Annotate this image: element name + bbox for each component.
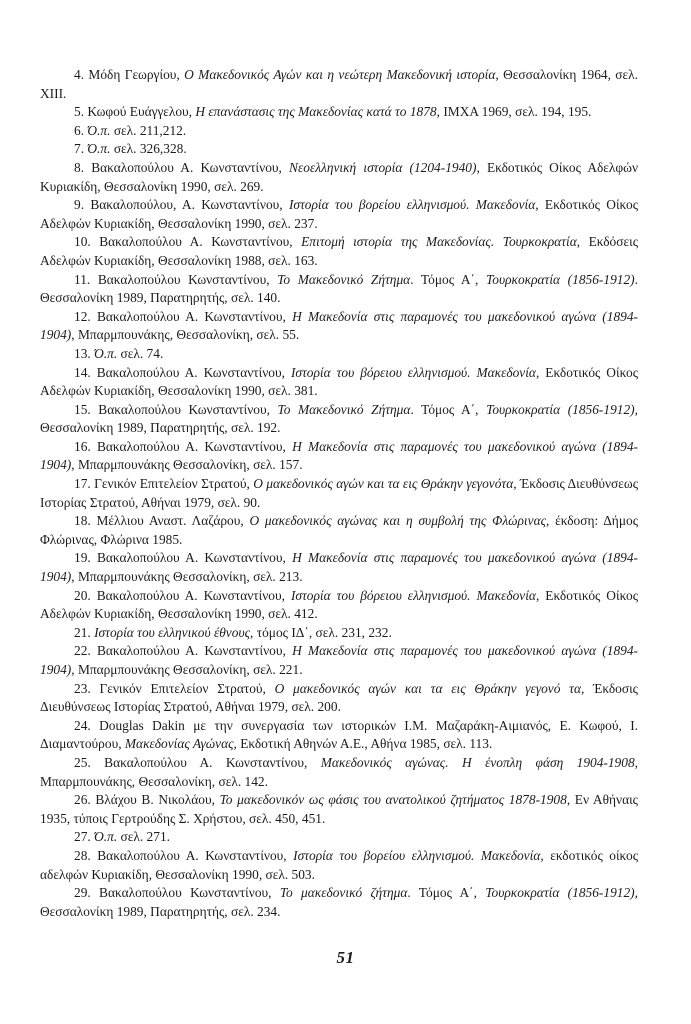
footnote-title-text: Ιστορία του βορείου ελληνισμού. Μακεδονία — [288, 197, 536, 213]
footnote-text: , εκδοτικός οίκος αδελφών Κυριακίδη, Θεσσαλονίκη 1990, σελ. 503. — [40, 847, 639, 882]
footnote-text: σελ. 271. — [117, 829, 170, 845]
footnote — [40, 364, 638, 401]
footnote-text: , Μπαρμπουνάκης, Θεσσαλονίκη, σελ. 142. — [40, 754, 639, 789]
footnote-text: 7. — [74, 141, 88, 157]
footnote-text: 19. Βακαλοπούλου Α. Κωνσταντίνου, — [74, 550, 293, 566]
footnote-text: 4. Μόδη Γεωργίου, — [74, 67, 185, 82]
footnote-text: 5. Κωφού Ευάγγελου, — [74, 104, 196, 120]
footnote — [40, 438, 638, 475]
footnote — [40, 680, 638, 717]
footnote-text: 25. Βακαλοπούλου Α. Κωνσταντίνου, — [74, 754, 321, 770]
footnote-title-text: Μακεδονικός αγώνας. Η ένοπλη φάση 1904-1908 — [320, 754, 635, 770]
footnote-text: 27. — [74, 829, 95, 845]
footnote — [40, 587, 638, 624]
footnote-text: , Θεσσαλονίκη 1964, σελ. XIII. — [40, 67, 638, 101]
footnote-text: 22. Βακαλοπούλου Α. Κωνσταντίνου, — [74, 643, 293, 659]
footnote — [40, 791, 638, 828]
footnote-text: , Έκδοσις Διευθύνσεως Ιστορίας Στρατού, Αθήναι 1979, σελ. 90. — [40, 476, 639, 510]
footnote-title-text: Μακεδονίας Αγώνας — [124, 736, 234, 752]
footnote-title-text: Το μακεδονικόν ως φάσις του ανατολικού ζητήματος 1878-1908 — [219, 792, 567, 808]
footnote — [40, 828, 638, 847]
footnote-text: 26. Βλάχου Β. Νικολάου, — [74, 792, 220, 808]
footnote-text: σελ. 326,328. — [110, 141, 187, 157]
footnote-title-text: Ο μακεδονικός αγώνας και η συμβολή της Φλώρινας — [249, 513, 547, 529]
footnote-title-text: Η επανάστασις της Μακεδονίας κατά το 1878 — [195, 104, 437, 120]
footnote-title-text: Τουρκοκρατία (1856-1912) — [486, 401, 635, 417]
footnote-text: , Θεσσαλονίκη 1989, Παρατηρητής, σελ. 192. — [40, 401, 638, 436]
footnote — [40, 475, 638, 512]
footnote-text: 21. — [74, 624, 95, 640]
footnote-title-text: Η Μακεδονία στις παραμονές του μακεδονικού αγώνα (1894-1904) — [40, 308, 638, 343]
footnote-title-text: Ό.π. — [87, 122, 111, 138]
footnote — [40, 549, 638, 586]
footnote-title-text: Ο Μακεδονικός Αγών και η νεώτερη Μακεδονική ιστορία — [184, 67, 496, 82]
footnote-title-text: Τουρκοκρατία (1856-1912) — [486, 271, 635, 287]
footnote-text: 6. — [74, 122, 88, 138]
footnote-text: , Εν Αθήναις 1935, τύποις Γερτρούδης Σ. Χρήστου, σελ. 450, 451. — [40, 792, 638, 826]
footnote-text: , Μπαρμπουνάκης, Θεσσαλονίκη, σελ. 55. — [71, 327, 300, 343]
footnote-text: , Εκδοτικός Οίκος Αδελφών Κυριακίδη, Θεσσαλονίκη 1990, σελ. 412. — [40, 587, 639, 622]
footnote — [40, 624, 638, 643]
footnote-title-text: Τουρκοκρατία (1856-1912) — [485, 885, 635, 901]
footnote-text: . Θεσσαλονίκη 1989, Παρατηρητής, σελ. 140. — [40, 271, 638, 306]
footnote-text: 9. Βακαλοπούλου, Α. Κωνσταντίνου, — [74, 197, 289, 213]
footnote — [40, 754, 638, 791]
footnote — [40, 122, 638, 141]
footnote-title-text: Το μακεδονικό ζήτημα — [279, 885, 408, 901]
footnote-text: . Τόμος Α΄, — [407, 885, 486, 901]
footnote-text: , Θεσσαλονίκη 1989, Παρατηρητής, σελ. 234. — [40, 885, 638, 919]
footnote-title-text: Το Μακεδονικό Ζήτημα — [277, 271, 411, 287]
footnote-text: 14. Βακαλοπούλου Α. Κωνσταντίνου, — [74, 364, 291, 380]
footnote-title-text: Η Μακεδονία στις παραμονές του μακεδονικού αγώνα (1894-1904) — [40, 643, 638, 677]
footnote — [40, 159, 638, 196]
footnote-text: σελ. 74. — [117, 345, 164, 361]
footnote-text: , έκδοση: Δήμος Φλώρινας, Φλώρινα 1985. — [40, 513, 638, 547]
footnote-text: 18. Μέλλιου Αναστ. Λαζάρου, — [74, 513, 250, 529]
page-number: 51 — [336, 948, 355, 967]
footnote-text: , Μπαρμπουνάκης Θεσσαλονίκη, σελ. 221. — [71, 662, 303, 677]
footnote-text: , Εκδοτικός Οίκος Αδελφών Κυριακίδη, Θεσσαλονίκη 1990, σελ. 381. — [40, 364, 639, 399]
footnote — [40, 642, 638, 679]
footnote-text: 24. Douglas Dakin με την συνεργασία των ιστορικών Ι.Μ. Μαζαράκη-Αιμιανός, Ε. Κωφού, Ι. Διαμαντούρου, — [40, 717, 638, 752]
footnote-title-text: Νεοελληνική ιστορία (1204-1940) — [289, 159, 477, 175]
footnote — [40, 66, 638, 103]
footnote — [40, 717, 638, 754]
footnote-text: . Τόμος Α΄, — [410, 401, 487, 417]
footnote-text: 12. Βακαλοπούλου Α. Κωνσταντίνου, — [74, 308, 293, 324]
footnote-title-text: Η Μακεδονία στις παραμονές του μακεδονικού αγώνα (1894-1904) — [40, 550, 638, 585]
footnote-text: 29. Βακαλοπούλου Κωνσταντίνου, — [74, 885, 280, 901]
footnote-text: 13. — [74, 345, 95, 361]
footnote-text: 16. Βακαλοπούλου Α. Κωνσταντίνου, — [74, 438, 293, 454]
footnote-text: , Εκδοτική Αθηνών Α.Ε., Αθήνα 1985, σελ. 113. — [233, 736, 493, 752]
footnote-text: , Μπαρμπουνάκης Θεσσαλονίκη, σελ. 213. — [71, 569, 303, 585]
footnote-title-text: Ό.π. — [94, 345, 118, 361]
footnote — [40, 140, 638, 159]
footnote-title-text: Η Μακεδονία στις παραμονές του μακεδονικού αγώνα (1894-1904) — [40, 438, 638, 473]
footnote-text: σελ. 211,212. — [110, 122, 187, 138]
footnote-title-text: Ιστορία του βόρειου ελληνισμού. Μακεδονία — [290, 587, 536, 603]
footnote-text: , Εκδοτικός Οίκος Αδελφών Κυριακίδη, Θεσσαλονίκη 1990, σελ. 237. — [40, 197, 639, 231]
footnotes-list — [40, 66, 638, 921]
footnote-title-text: Το Μακεδονικό Ζήτημα — [277, 401, 411, 417]
footnote-title-text: Ιστορία του ελληνικού έθνους — [94, 624, 251, 640]
footnote — [40, 196, 638, 233]
footnote-title-text: Ιστορία του βορείου ελληνισμού. Μακεδονία — [293, 847, 541, 863]
footnote-text: , Μπαρμπουνάκης Θεσσαλονίκη, σελ. 157. — [71, 457, 303, 473]
footnote-text: 17. Γενικόν Επιτελείον Στρατού, — [74, 476, 254, 492]
footnote-text: 28. Βακαλοπούλου Α. Κωνσταντίνου, — [74, 847, 294, 863]
footnote — [40, 512, 638, 549]
footnote-text: 20. Βακαλοπούλου Α. Κωνσταντίνου, — [74, 587, 291, 603]
footnote-text: , τόμος ΙΔ΄, σελ. 231, 232. — [250, 624, 392, 640]
footnote — [40, 847, 638, 884]
footnote-text: , Έκδοσις Διευθύνσεως Ιστορίας Στρατού, Αθήναι 1979, σελ. 200. — [40, 680, 638, 715]
footnote-title-text: Ιστορία του βόρειου ελληνισμού. Μακεδονία — [290, 364, 536, 380]
footnote-text: 15. Βακαλοπούλου Κωνσταντίνου, — [74, 401, 278, 417]
footnote-text: , Εκδοτικός Οίκος Αδελφών Κυριακίδη, Θεσσαλονίκη 1990, σελ. 269. — [40, 159, 639, 194]
footnote-text: , ΙΜΧΑ 1969, σελ. 194, 195. — [436, 104, 592, 120]
footnote-title-text: Ό.π. — [94, 829, 118, 845]
footnote-title-text: Ό.π. — [87, 141, 111, 157]
footnote-title-text: Ο μακεδονικός αγών και τα εις Θράκην γεγονό τα — [274, 680, 582, 696]
footnote-text: 23. Γενικόν Επιτελείον Στρατού, — [74, 680, 275, 696]
footnote-text: . Τόμος Α΄, — [410, 271, 487, 287]
footnote-text: , Εκδόσεις Αδελφών Κυριακίδη, Θεσσαλονίκη 1988, σελ. 163. — [40, 234, 638, 268]
footnote-title-text: Ο μακεδονικός αγών και τα εις Θράκην γεγονότα — [253, 476, 514, 492]
footnote-text: 8. Βακαλοπούλου Α. Κωνσταντίνου, — [74, 159, 290, 175]
footnote-text: 10. Βακαλοπούλου Α. Κωνσταντίνου, — [74, 234, 302, 250]
footnote — [40, 345, 638, 364]
footnote-text: 11. Βακαλοπούλου Κωνσταντίνου, — [74, 271, 278, 287]
footnote — [40, 103, 638, 122]
footnote — [40, 401, 638, 438]
footnote — [40, 271, 638, 308]
footnote-title-text: Επιτομή ιστορία της Μακεδονίας. Τουρκοκρατία — [301, 234, 577, 250]
footnote — [40, 233, 638, 270]
footnote — [40, 308, 638, 345]
footnote — [40, 884, 638, 921]
